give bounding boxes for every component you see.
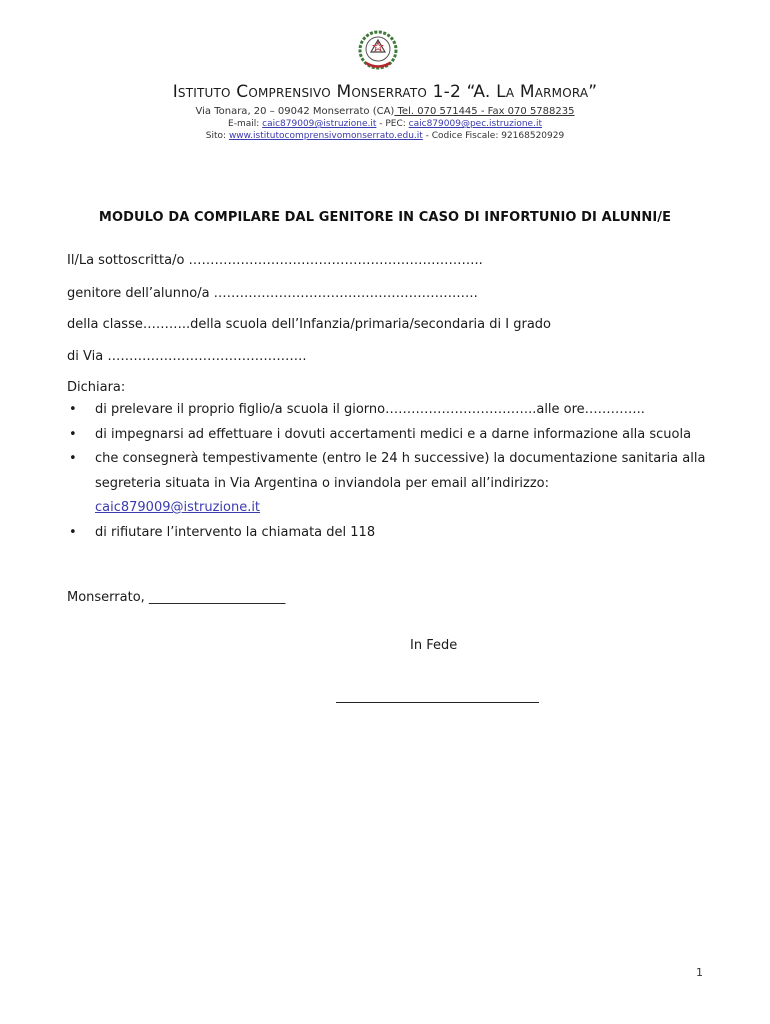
school-email-link[interactable]: caic879009@istruzione.it	[262, 119, 377, 129]
bullet-icon: •	[69, 524, 77, 540]
site-line	[0, 131, 770, 141]
form-title: MODULO DA COMPILARE DAL GENITORE IN CASO DI INFORTUNIO DI ALUNNI/E	[98, 210, 672, 225]
place-date-line: Monserrato, _____________________	[67, 590, 286, 605]
school-website-link[interactable]: www.istitutocomprensivomonserrato.edu.it	[228, 131, 423, 141]
declaration-list	[67, 398, 707, 545]
email-line	[0, 119, 770, 129]
declaration-text: di impegnarsi ad effettuare i dovuti accertamenti medici e a darne informazione alla scuola	[95, 426, 692, 442]
page-number: 1	[696, 966, 703, 979]
undersigned-line: Il/La sottoscritta/o …………………………………………………………..	[67, 253, 483, 268]
parent-of-student-line: genitore dell’alunno/a …………………………………………………….	[67, 286, 478, 301]
school-name: Istituto Comprensivo Monserrato 1-2 “A. La Marmora”	[172, 82, 598, 102]
declaration-text: di prelevare il proprio figlio/a scuola il giorno……………………………..alle ore…………..	[95, 402, 645, 417]
school-pec-link[interactable]: caic879009@pec.istruzione.it	[408, 119, 542, 129]
bullet-icon: •	[69, 402, 77, 417]
school-address: Via Tonara, 20 – 09042 Monserrato (CA)	[195, 106, 395, 117]
address-line	[0, 106, 770, 117]
email-label: E-mail:	[228, 119, 263, 129]
declaration-text: che consegnerà tempestivamente (entro le 24 h successive) la documentazione sanitaria alla segreteria situata in Via Argentina o inviandola per email all’indirizzo:	[95, 451, 706, 491]
bullet-icon: •	[69, 426, 77, 442]
bullet-icon: •	[69, 451, 77, 466]
site-label: Sito:	[205, 131, 229, 141]
class-school-line: della classe………..della scuola dell’Infanzia/primaria/secondaria di I grado	[67, 317, 552, 332]
fiscal-code: - Codice Fiscale: 92168520929	[422, 131, 565, 141]
documentation-email-link[interactable]: caic879009@istruzione.it	[95, 500, 261, 515]
declaration-text: di rifiutare l’intervento la chiamata del 118	[95, 524, 376, 540]
in-fede-label: In Fede	[410, 638, 458, 653]
declares-label: Dichiara:	[67, 380, 126, 395]
declaration-item	[67, 447, 707, 521]
pec-label: - PEC:	[376, 119, 409, 129]
street-line: di Via ……………………………………….	[67, 349, 307, 364]
declaration-item	[67, 398, 707, 423]
declaration-item	[67, 521, 707, 546]
declaration-item	[67, 423, 707, 448]
phone-fax: Tel. 070 571445 - Fax 070 5788235	[394, 106, 575, 117]
italian-republic-emblem-icon	[358, 30, 398, 70]
signature-line	[336, 702, 539, 703]
